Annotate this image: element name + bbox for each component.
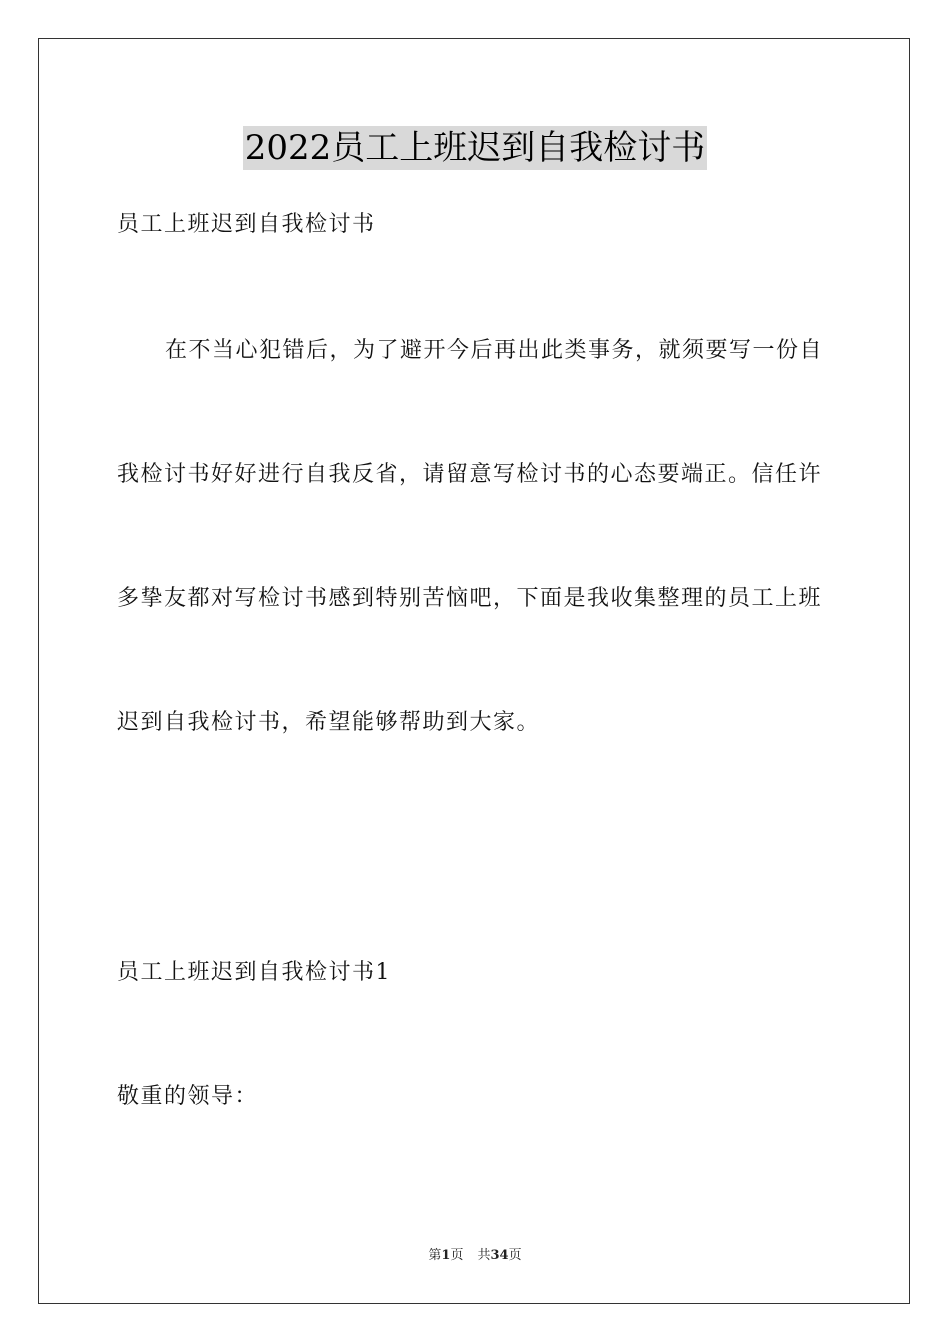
salutation: 敬重的领导： — [117, 1084, 259, 1109]
page-prefix: 第 — [428, 1248, 442, 1263]
intro-line-1: 在不当心犯错后，为了避开今后再出此类事务，就须要写一份自 — [165, 338, 824, 363]
document-subtitle: 员工上班迟到自我检讨书 — [117, 212, 376, 237]
document-title: 2022员工上班迟到自我检讨书 — [244, 128, 706, 168]
total-prefix: 共 — [477, 1248, 491, 1263]
intro-line-4: 迟到自我检讨书，希望能够帮助到大家。 — [117, 710, 541, 735]
page-footer — [0, 1246, 950, 1266]
intro-line-3: 多挚友都对写检讨书感到特别苦恼吧，下面是我收集整理的员工上班 — [117, 586, 823, 611]
section-heading: 员工上班迟到自我检讨书1 — [117, 960, 391, 985]
total-suffix: 页 — [508, 1248, 522, 1263]
total-pages: 34 — [490, 1248, 509, 1263]
page-suffix: 页 — [450, 1248, 464, 1263]
page-number: 1 — [441, 1248, 451, 1263]
intro-line-2: 我检讨书好好进行自我反省，请留意写检讨书的心态要端正。信任许 — [117, 462, 823, 487]
title-container — [0, 126, 950, 170]
